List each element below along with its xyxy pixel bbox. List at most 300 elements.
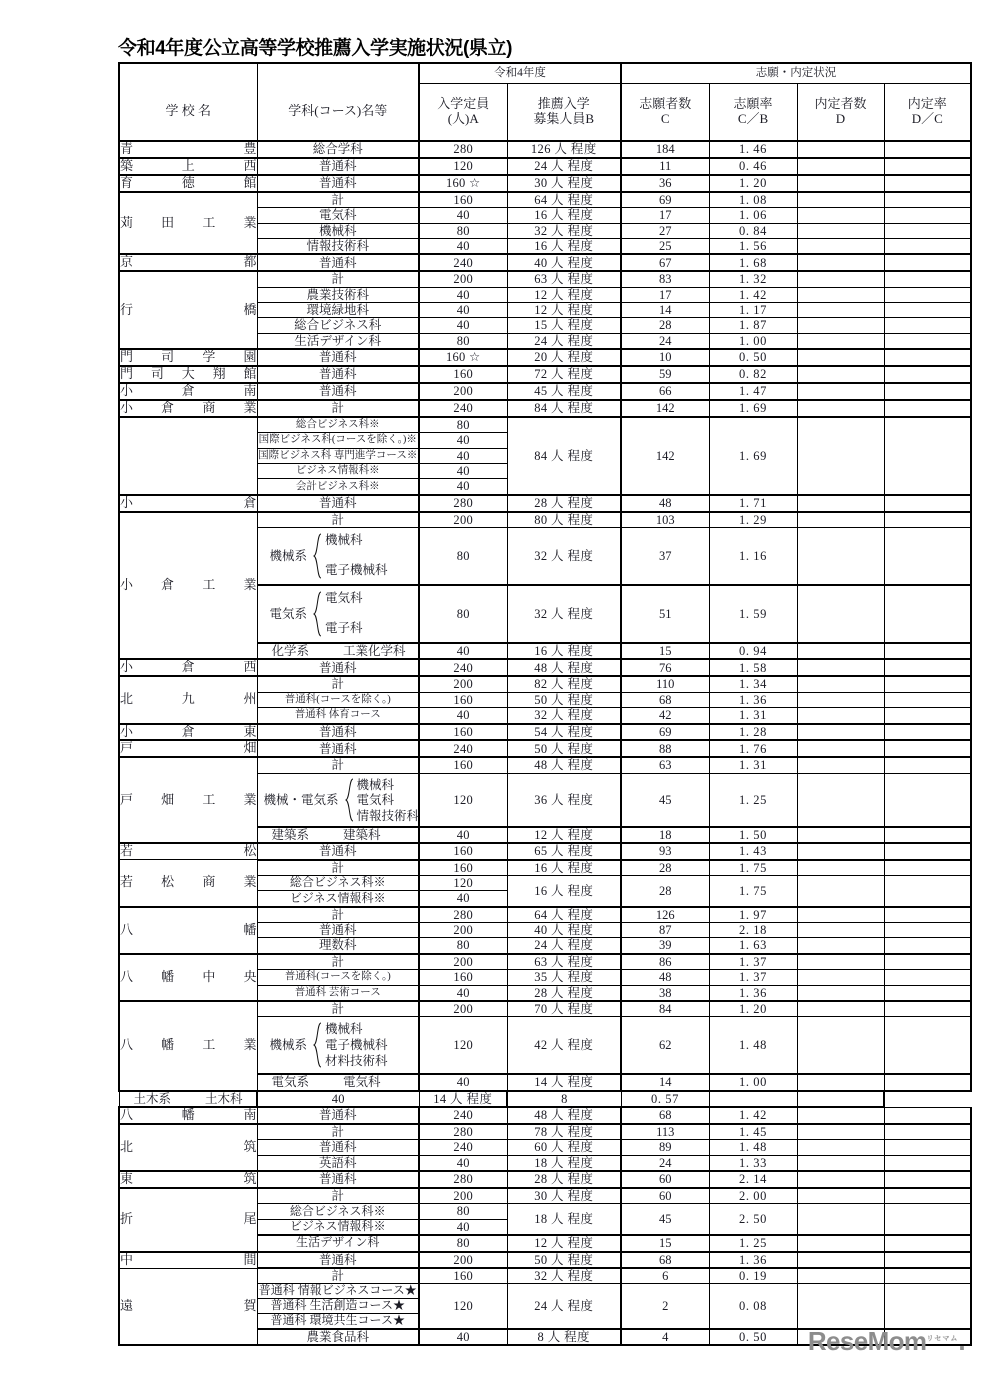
value-cell: 51 xyxy=(621,585,709,643)
rate-cell: 0. 50 xyxy=(709,1329,797,1345)
table-row xyxy=(119,843,971,859)
school-name-text: 東筑 xyxy=(120,1171,257,1187)
value-cell-empty xyxy=(797,1171,884,1188)
recruit-cell: 64 人 程度 xyxy=(507,907,621,923)
value-cell-empty xyxy=(797,271,884,287)
value-cell: 24 xyxy=(621,333,709,349)
recruit-cell: 14 人 程度 xyxy=(507,1074,621,1090)
dept-pair-item: 土木科 xyxy=(205,1091,243,1106)
value-cell-empty xyxy=(797,192,884,208)
dept-group-item: 情報技術科 xyxy=(356,809,420,823)
school-name-text: 京都 xyxy=(120,254,257,270)
value-cell-empty xyxy=(884,1124,971,1140)
value-cell-empty xyxy=(884,985,971,1001)
dept-name-cell: 計 xyxy=(257,1124,419,1140)
value-cell-empty xyxy=(797,907,884,923)
value-cell: 15 xyxy=(621,643,709,659)
school-name-text: 戸畑工業 xyxy=(120,791,257,807)
dept-name-cell: 計 xyxy=(257,676,419,692)
value-cell: 66 xyxy=(621,383,709,400)
dept-pair: 建築系 建築科 xyxy=(271,827,381,842)
dept-group-item: 電子機械科 xyxy=(325,1037,388,1052)
school-name-cell xyxy=(119,192,257,255)
recruit-cell: 28 人 程度 xyxy=(507,495,621,512)
value-cell-empty xyxy=(884,843,971,859)
value-cell-empty xyxy=(884,954,971,970)
value-cell-empty xyxy=(797,318,884,333)
rate-cell: 1. 48 xyxy=(709,1140,797,1155)
value-cell-empty xyxy=(797,860,884,876)
dept-name-cell: 総合ビジネス科※ xyxy=(257,1204,419,1219)
page-title: 令和4年度公立高等学校推薦入学実施状況(県立) xyxy=(118,38,513,59)
value-cell-empty xyxy=(797,954,884,970)
school-name-cell xyxy=(119,141,257,158)
value-cell-empty xyxy=(884,1235,971,1251)
value-cell-empty xyxy=(884,366,971,383)
value-cell-empty xyxy=(884,238,971,254)
dept-name-cell: 計 xyxy=(257,271,419,287)
value-cell: 40 xyxy=(257,1091,419,1107)
rate-cell: 1. 25 xyxy=(709,773,797,827)
school-name-text: 門司学園 xyxy=(120,349,257,365)
value-cell: 200 xyxy=(419,1252,507,1268)
table-row xyxy=(119,366,971,383)
value-cell-empty xyxy=(797,1091,884,1107)
value-cell: 280 xyxy=(419,141,507,158)
value-cell: 160 xyxy=(419,366,507,383)
value-cell: 200 xyxy=(419,923,507,938)
value-cell-empty xyxy=(797,1284,884,1329)
value-cell-empty xyxy=(797,708,884,724)
school-name-cell xyxy=(119,1107,257,1124)
value-cell: 25 xyxy=(621,238,709,254)
brace-icon xyxy=(313,591,322,637)
resemom-logo: ReseMom$^{リセマム}$. xyxy=(807,1326,965,1356)
value-cell: 76 xyxy=(621,659,709,676)
table-body xyxy=(119,141,971,1345)
recruit-cell: 48 人 程度 xyxy=(507,659,621,676)
dept-name-cell: 普通科 xyxy=(257,366,419,383)
recruit-cell: 78 人 程度 xyxy=(507,1124,621,1140)
dept-group-items xyxy=(357,778,420,822)
rate-cell: 1. 36 xyxy=(709,985,797,1001)
rate-cell: 0. 08 xyxy=(709,1284,797,1329)
rate-cell: 1. 69 xyxy=(709,400,797,417)
dept-name-cell xyxy=(119,1091,257,1107)
dept-name-cell: ビジネス情報科※ xyxy=(257,891,419,907)
rate-cell: 1. 28 xyxy=(709,724,797,741)
value-cell-empty xyxy=(884,938,971,954)
value-cell: 63 xyxy=(621,757,709,773)
dept-name-cell xyxy=(257,1074,419,1090)
recruit-cell: 70 人 程度 xyxy=(507,1001,621,1017)
dept-group-cell xyxy=(257,1017,419,1075)
rate-cell: 1. 43 xyxy=(709,843,797,859)
recruit-cell: 14 人 程度 xyxy=(419,1091,507,1107)
value-cell-empty xyxy=(709,1091,797,1107)
value-cell: 200 xyxy=(419,954,507,970)
rate-cell: 0. 50 xyxy=(709,349,797,366)
dept-pair-item: 工業化学科 xyxy=(343,644,406,659)
rate-cell: 1. 36 xyxy=(709,692,797,707)
recruit-cell: 63 人 程度 xyxy=(507,954,621,970)
value-cell: 69 xyxy=(621,724,709,741)
dept-group-item: 材料技術科 xyxy=(325,1053,388,1068)
table-row xyxy=(119,1268,971,1284)
value-cell: 24 xyxy=(621,1155,709,1171)
rate-cell: 1. 47 xyxy=(709,383,797,400)
table-row xyxy=(119,1252,971,1268)
value-cell-empty xyxy=(797,757,884,773)
value-cell-empty xyxy=(797,1001,884,1017)
rate-cell: 1. 48 xyxy=(709,1017,797,1075)
recruit-cell: 84 人 程度 xyxy=(507,417,621,495)
table-row xyxy=(119,349,971,366)
school-name-text: 小倉商業 xyxy=(120,399,257,415)
value-cell: 142 xyxy=(621,400,709,417)
recruit-cell: 126 人 程度 xyxy=(507,141,621,158)
value-cell: 40 xyxy=(419,303,507,318)
dept-name-cell: 会計ビジネス科※ xyxy=(257,479,419,495)
value-cell-empty xyxy=(797,659,884,676)
dept-name-cell: 生活デザイン科 xyxy=(257,1235,419,1251)
dept-name-cell: 理数科 xyxy=(257,938,419,954)
rate-cell: 0. 46 xyxy=(709,158,797,175)
dept-name-cell: 普通科 情報ビジネスコース★ xyxy=(257,1284,419,1299)
school-name-cell xyxy=(119,860,257,907)
value-cell: 142 xyxy=(621,417,709,495)
value-cell: 4 xyxy=(621,1329,709,1345)
value-cell: 103 xyxy=(621,512,709,528)
school-name-text: 青豊 xyxy=(120,141,257,156)
value-cell-empty xyxy=(884,724,971,741)
value-cell-empty xyxy=(884,512,971,528)
school-name-cell xyxy=(119,158,257,175)
dept-group-item: 電気科 xyxy=(325,591,363,606)
value-cell-empty xyxy=(797,254,884,271)
dept-name-cell: 生活デザイン科 xyxy=(257,333,419,349)
value-cell-empty xyxy=(797,1074,884,1090)
value-cell-empty xyxy=(797,740,884,757)
rate-cell: 1. 25 xyxy=(709,1235,797,1251)
value-cell: 8 xyxy=(507,1091,621,1107)
value-cell: 17 xyxy=(621,287,709,302)
recruit-cell: 45 人 程度 xyxy=(507,383,621,400)
value-cell: 160 xyxy=(419,724,507,741)
recruit-cell: 32 人 程度 xyxy=(507,223,621,238)
value-cell: 88 xyxy=(621,740,709,757)
value-cell: 40 xyxy=(419,433,507,448)
rate-cell: 2. 00 xyxy=(709,1188,797,1204)
rate-cell: 1. 16 xyxy=(709,528,797,586)
recruit-cell: 15 人 程度 xyxy=(507,318,621,333)
recruit-cell: 40 人 程度 xyxy=(507,254,621,271)
table-row xyxy=(119,512,971,528)
value-cell: 240 xyxy=(419,659,507,676)
school-name-cell xyxy=(119,349,257,366)
dept-pair: 電気系 電気科 xyxy=(271,1075,381,1090)
dept-name-cell: 総合ビジネス科※ xyxy=(257,875,419,890)
value-cell-empty xyxy=(884,757,971,773)
dept-group xyxy=(258,586,419,642)
school-name-text: 門司大翔館 xyxy=(120,366,257,382)
rate-cell: 2. 18 xyxy=(709,923,797,938)
header-dept-label: 学科(コース)名等 xyxy=(288,103,388,119)
value-cell-empty xyxy=(884,1284,971,1329)
value-cell-empty xyxy=(797,495,884,512)
value-cell: 36 xyxy=(621,175,709,192)
value-cell-empty xyxy=(797,724,884,741)
rate-cell: 1. 75 xyxy=(709,875,797,906)
rate-cell: 1. 17 xyxy=(709,303,797,318)
value-cell-empty xyxy=(797,303,884,318)
value-cell-empty xyxy=(797,985,884,1001)
value-cell-empty xyxy=(884,333,971,349)
table-row xyxy=(119,417,971,433)
rate-cell: 1. 69 xyxy=(709,417,797,495)
school-name-cell xyxy=(119,495,257,512)
school-name-cell xyxy=(119,366,257,383)
school-name-text: 若松商業 xyxy=(120,874,257,890)
recruit-cell: 30 人 程度 xyxy=(507,1188,621,1204)
value-cell: 45 xyxy=(621,773,709,827)
value-cell-empty xyxy=(797,528,884,586)
value-cell: 59 xyxy=(621,366,709,383)
school-name-text: 小倉工業 xyxy=(120,577,257,593)
value-cell: 160 xyxy=(419,860,507,876)
dept-name-cell: 電気科 xyxy=(257,208,419,223)
brace-icon xyxy=(345,778,354,822)
header-capacity xyxy=(419,83,507,141)
value-cell: 68 xyxy=(621,692,709,707)
value-cell: 2 xyxy=(621,1284,709,1329)
header-app-rate xyxy=(709,83,797,141)
recruit-cell: 32 人 程度 xyxy=(507,528,621,586)
table-row xyxy=(119,1107,971,1124)
dept-name-cell: 普通科 芸術コース xyxy=(257,985,419,1001)
dept-group-label: 機械・電気系 xyxy=(263,792,339,807)
value-cell: 84 xyxy=(621,1001,709,1017)
rate-cell: 1. 20 xyxy=(709,1001,797,1017)
table-row xyxy=(119,1091,971,1107)
dept-name-cell: 国際ビジネス科(コースを除く。)※ xyxy=(257,433,419,448)
value-cell-empty xyxy=(797,349,884,366)
value-cell-empty xyxy=(884,271,971,287)
value-cell: 40 xyxy=(419,479,507,495)
value-cell: 80 xyxy=(419,528,507,586)
table-row xyxy=(119,383,971,400)
recruit-cell: 16 人 程度 xyxy=(507,208,621,223)
recruit-cell: 24 人 程度 xyxy=(507,158,621,175)
value-cell: 120 xyxy=(419,158,507,175)
dept-name-cell: 普通科 xyxy=(257,254,419,271)
dept-name-cell: 普通科 xyxy=(257,659,419,676)
value-cell-empty xyxy=(884,528,971,586)
value-cell-empty xyxy=(884,192,971,208)
school-name-cell xyxy=(119,175,257,192)
dept-group-item: 電気科 xyxy=(356,793,395,808)
value-cell: 40 xyxy=(419,891,507,907)
value-cell-empty xyxy=(797,1188,884,1204)
value-cell-empty xyxy=(797,383,884,400)
value-cell-empty xyxy=(884,254,971,271)
school-name-cell xyxy=(119,907,257,954)
value-cell-empty xyxy=(884,827,971,843)
dept-pair-item: 建築科 xyxy=(343,827,381,842)
value-cell-empty xyxy=(884,692,971,707)
value-cell-empty xyxy=(884,1171,971,1188)
value-cell: 160 ☆ xyxy=(419,175,507,192)
rate-cell: 1. 29 xyxy=(709,512,797,528)
header-dept xyxy=(257,83,419,141)
value-cell: 28 xyxy=(621,860,709,876)
value-cell-empty xyxy=(797,333,884,349)
value-cell-empty xyxy=(884,875,971,906)
recruit-cell: 32 人 程度 xyxy=(507,1268,621,1284)
value-cell: 160 xyxy=(419,843,507,859)
dept-name-cell: 普通科 xyxy=(257,724,419,741)
value-cell-empty xyxy=(884,643,971,659)
rate-cell: 1. 75 xyxy=(709,860,797,876)
recruit-cell: 28 人 程度 xyxy=(507,985,621,1001)
header-capacity-l1: 入学定員 xyxy=(437,95,490,111)
recruit-cell: 32 人 程度 xyxy=(507,708,621,724)
value-cell-empty xyxy=(797,843,884,859)
dept-name-cell: ビジネス情報科※ xyxy=(257,464,419,479)
dept-name-cell: 普通科 体育コース xyxy=(257,708,419,724)
value-cell: 126 xyxy=(621,907,709,923)
value-cell-empty xyxy=(884,158,971,175)
brace-icon xyxy=(313,533,322,579)
rate-cell: 0. 19 xyxy=(709,1268,797,1284)
recruit-cell: 60 人 程度 xyxy=(507,1140,621,1155)
value-cell: 68 xyxy=(621,1252,709,1268)
value-cell: 40 xyxy=(419,1329,507,1345)
school-name-cell xyxy=(119,740,257,757)
school-name-cell xyxy=(119,659,257,676)
value-cell-empty xyxy=(884,860,971,876)
value-cell: 80 xyxy=(419,223,507,238)
recruit-cell: 12 人 程度 xyxy=(507,303,621,318)
rate-cell: 2. 14 xyxy=(709,1171,797,1188)
value-cell: 48 xyxy=(621,495,709,512)
value-cell: 240 xyxy=(419,1107,507,1124)
header-acc-rate-l2: D／C xyxy=(911,110,943,126)
table-row xyxy=(119,740,971,757)
dept-name-cell: 普通科 xyxy=(257,349,419,366)
value-cell-empty xyxy=(884,287,971,302)
value-cell-empty xyxy=(884,417,971,495)
value-cell-empty xyxy=(884,141,971,158)
recruit-cell: 18 人 程度 xyxy=(507,1204,621,1235)
value-cell: 110 xyxy=(621,676,709,692)
value-cell: 45 xyxy=(621,1204,709,1235)
value-cell: 6 xyxy=(621,1268,709,1284)
rate-cell: 1. 76 xyxy=(709,740,797,757)
value-cell: 80 xyxy=(419,417,507,433)
dept-name-cell xyxy=(257,827,419,843)
value-cell: 80 xyxy=(419,938,507,954)
dept-name-cell: 普通科 xyxy=(257,495,419,512)
dept-name-cell: 普通科 xyxy=(257,1107,419,1124)
table-row xyxy=(119,192,971,208)
value-cell: 60 xyxy=(621,1188,709,1204)
dept-pair: 土木系 土木科 xyxy=(133,1091,243,1106)
value-cell-empty xyxy=(797,970,884,985)
header-capacity-l2: (人)A xyxy=(447,110,479,126)
value-cell-empty xyxy=(797,158,884,175)
recruit-cell: 48 人 程度 xyxy=(507,1107,621,1124)
table-row xyxy=(119,724,971,741)
dept-name-cell: 普通科 xyxy=(257,383,419,400)
value-cell: 40 xyxy=(419,643,507,659)
dept-group xyxy=(258,774,419,826)
value-cell: 40 xyxy=(419,1155,507,1171)
table-row xyxy=(119,659,971,676)
dept-name-cell: 計 xyxy=(257,907,419,923)
dept-name-cell: 計 xyxy=(257,400,419,417)
dept-group-items xyxy=(325,533,388,579)
value-cell-empty xyxy=(884,1268,971,1284)
value-cell-empty xyxy=(797,875,884,906)
dept-name-cell: 普通科 xyxy=(257,843,419,859)
header-accepted-l1: 内定者数 xyxy=(814,95,867,111)
recruit-cell: 42 人 程度 xyxy=(507,1017,621,1075)
value-cell-empty xyxy=(884,223,971,238)
table-row xyxy=(119,676,971,692)
school-name-cell xyxy=(119,512,257,660)
table-row xyxy=(119,954,971,970)
school-name-text: 八幡南 xyxy=(120,1107,257,1123)
recruit-cell: 24 人 程度 xyxy=(507,938,621,954)
dept-name-cell: 普通科 xyxy=(257,923,419,938)
school-name-cell xyxy=(119,1252,257,1268)
dept-name-cell: 普通科(コースを除く。) xyxy=(257,970,419,985)
value-cell-empty xyxy=(797,400,884,417)
rate-cell: 0. 82 xyxy=(709,366,797,383)
recruit-cell: 20 人 程度 xyxy=(507,349,621,366)
value-cell: 160 xyxy=(419,757,507,773)
recruit-cell: 80 人 程度 xyxy=(507,512,621,528)
rate-cell: 0. 57 xyxy=(621,1091,709,1107)
recruit-cell: 12 人 程度 xyxy=(507,287,621,302)
rate-cell: 1. 34 xyxy=(709,676,797,692)
resemom-logo-sup: リセマム xyxy=(926,1335,959,1343)
value-cell: 200 xyxy=(419,1001,507,1017)
table-header xyxy=(119,63,971,141)
dept-group-items xyxy=(325,591,363,637)
rate-cell: 0. 84 xyxy=(709,223,797,238)
value-cell: 14 xyxy=(621,303,709,318)
dept-name-cell: 農業食品科 xyxy=(257,1329,419,1345)
dept-name-cell: 普通科(コースを除く。) xyxy=(257,692,419,707)
header-accepted xyxy=(797,83,884,141)
school-name-cell xyxy=(119,954,257,1001)
rate-cell: 1. 31 xyxy=(709,708,797,724)
value-cell-empty xyxy=(884,495,971,512)
recruit-cell: 28 人 程度 xyxy=(507,1171,621,1188)
school-name-text: 中間 xyxy=(120,1251,257,1267)
recruit-cell: 35 人 程度 xyxy=(507,970,621,985)
rate-cell: 1. 87 xyxy=(709,318,797,333)
value-cell: 28 xyxy=(621,318,709,333)
header-app-rate-l1: 志願率 xyxy=(733,95,773,111)
school-name-cell xyxy=(119,400,257,417)
value-cell: 87 xyxy=(621,923,709,938)
value-cell: 40 xyxy=(419,208,507,223)
school-name-text: 折尾 xyxy=(120,1211,257,1227)
rate-cell: 1. 00 xyxy=(709,333,797,349)
